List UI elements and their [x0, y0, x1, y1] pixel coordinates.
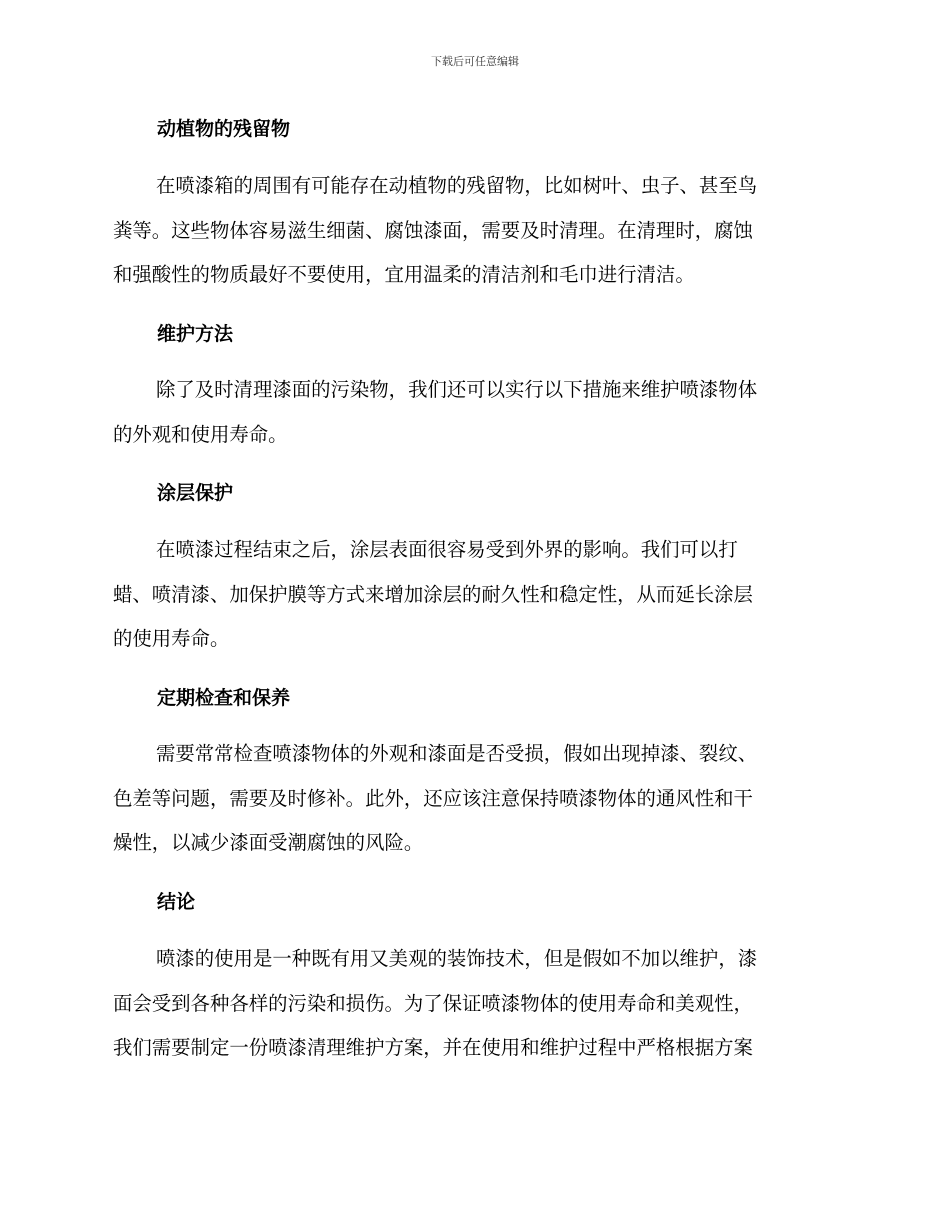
section-heading-maintenance: 维护方法 [157, 323, 234, 345]
section-paragraph-inspection [113, 732, 833, 866]
page-header: 下载后可任意编辑 [431, 55, 519, 68]
paragraph-line: 和强酸性的物质最好不要使用，宜用温柔的清洁剂和毛巾进行清洁。 [113, 263, 695, 286]
paragraph-line: 除了及时清理漆面的污染物，我们还可以实行以下措施来维护喷漆物体 [156, 378, 758, 401]
section-paragraph-maintenance [113, 368, 833, 457]
paragraph-line: 的外观和使用寿命。 [113, 422, 288, 446]
paragraph-line: 面会受到各种各样的污染和损伤。为了保证喷漆物体的使用寿命和美观性， [113, 991, 753, 1015]
section-heading-residue: 动植物的残留物 [157, 118, 291, 140]
paragraph-line: 燥性，以减少漆面受潮腐蚀的风险。 [113, 831, 424, 854]
paragraph-line: 蜡、喷清漆、加保护膜等方式来增加涂层的耐久性和稳定性，从而延长涂层 [113, 582, 753, 606]
section-heading-inspection: 定期检查和保养 [157, 687, 291, 709]
section-paragraph-coating [113, 528, 833, 662]
paragraph-line: 在喷漆箱的周围有可能存在动植物的残留物，比如树叶、虫子、甚至鸟 [156, 174, 758, 197]
paragraph-line: 我们需要制定一份喷漆清理维护方案，并在使用和维护过程中严格根据方案 [113, 1036, 753, 1059]
section-heading-coating: 涂层保护 [157, 482, 234, 504]
section-paragraph-residue [113, 164, 833, 298]
paragraph-line: 需要常常检查喷漆物体的外观和漆面是否受损，假如出现掉漆、裂纹、 [156, 742, 758, 765]
paragraph-line: 在喷漆过程结束之后，涂层表面很容易受到外界的影响。我们可以打 [156, 538, 738, 561]
section-heading-conclusion: 结论 [157, 891, 196, 913]
paragraph-line: 的使用寿命。 [113, 627, 230, 650]
paragraph-line: 粪等。这些物体容易滋生细菌、腐蚀漆面，需要及时清理。在清理时，腐蚀 [113, 218, 753, 242]
paragraph-line: 喷漆的使用是一种既有用又美观的装饰技术，但是假如不加以维护，漆 [156, 947, 758, 970]
section-paragraph-conclusion [113, 937, 833, 1071]
paragraph-line: 色差等问题，需要及时修补。此外，还应该注意保持喷漆物体的通风性和干 [113, 786, 753, 810]
